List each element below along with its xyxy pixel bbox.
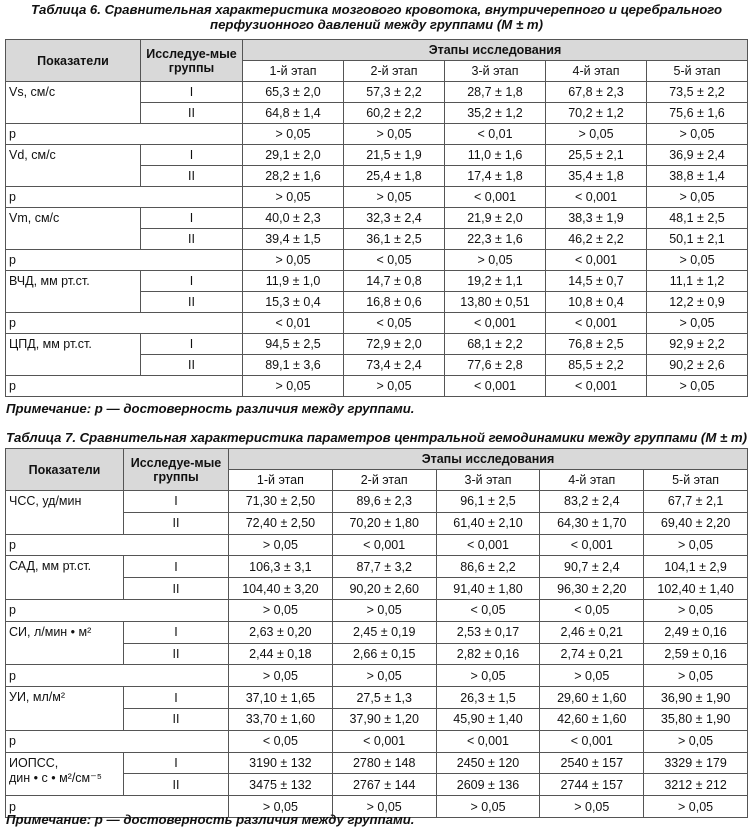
group-label: I	[124, 491, 229, 513]
value-cell: 19,2 ± 1,1	[445, 271, 546, 292]
value-cell: 2,66 ± 0,15	[332, 643, 436, 665]
table-row	[6, 687, 748, 709]
value-cell: 2,53 ± 0,17	[436, 621, 540, 643]
value-cell: 15,3 ± 0,4	[243, 292, 344, 313]
value-cell: 14,5 ± 0,7	[546, 271, 647, 292]
indicator-label	[6, 145, 141, 187]
p-label: p	[6, 534, 229, 556]
value-cell: > 0,05	[243, 124, 344, 145]
table-row	[6, 376, 748, 397]
value-cell: 25,5 ± 2,1	[546, 145, 647, 166]
value-cell: 67,7 ± 2,1	[644, 491, 748, 513]
indicator-label-text: САД, мм рт.ст.	[9, 559, 92, 574]
value-cell: < 0,05	[344, 313, 445, 334]
indicator-label-text: ЧСС, уд/мин	[9, 494, 82, 508]
indicator-label-units: дин • с • м²/см⁻⁵	[9, 770, 102, 785]
table6-title: Таблица 6. Сравнительная характеристика мозгового кровотока, внутричерепного и церебрального перфузионного давлений между группами (M ± m)	[30, 2, 723, 32]
value-cell: 36,1 ± 2,5	[344, 229, 445, 250]
stage-4: 4-й этап	[546, 61, 647, 82]
header-group: Исследуе-мые группы	[141, 40, 243, 82]
value-cell: 85,5 ± 2,2	[546, 355, 647, 376]
value-cell: 73,5 ± 2,2	[647, 82, 748, 103]
value-cell: 2,45 ± 0,19	[332, 621, 436, 643]
value-cell: 64,8 ± 1,4	[243, 103, 344, 124]
value-cell: 65,3 ± 2,0	[243, 82, 344, 103]
value-cell: < 0,001	[445, 376, 546, 397]
table-row	[6, 752, 748, 774]
value-cell: 2450 ± 120	[436, 752, 540, 774]
value-cell: 50,1 ± 2,1	[647, 229, 748, 250]
value-cell: 17,4 ± 1,8	[445, 166, 546, 187]
group-label: II	[124, 512, 229, 534]
value-cell: > 0,05	[243, 250, 344, 271]
table7-note: Примечание: p — достоверность различия между группами.	[6, 812, 415, 827]
value-cell: 90,20 ± 2,60	[332, 578, 436, 600]
p-label: p	[6, 313, 243, 334]
value-cell: 76,8 ± 2,5	[546, 334, 647, 355]
indicator-label	[6, 621, 124, 665]
table-row	[6, 145, 748, 166]
value-cell: 60,2 ± 2,2	[344, 103, 445, 124]
value-cell: < 0,001	[332, 534, 436, 556]
value-cell: > 0,05	[229, 665, 333, 687]
value-cell: > 0,05	[332, 665, 436, 687]
value-cell: > 0,05	[647, 250, 748, 271]
table-row	[6, 621, 748, 643]
value-cell: 2609 ± 136	[436, 774, 540, 796]
value-cell: 96,1 ± 2,5	[436, 491, 540, 513]
stage-5: 5-й этап	[647, 61, 748, 82]
value-cell: 28,2 ± 1,6	[243, 166, 344, 187]
value-cell: 39,4 ± 1,5	[243, 229, 344, 250]
p-label: p	[6, 599, 229, 621]
value-cell: > 0,05	[344, 376, 445, 397]
p-label: p	[6, 250, 243, 271]
value-cell: 2,46 ± 0,21	[540, 621, 644, 643]
value-cell: 35,80 ± 1,90	[644, 708, 748, 730]
stage-1: 1-й этап	[243, 61, 344, 82]
indicator-label-text: ЦПД, мм рт.ст.	[9, 337, 92, 351]
value-cell: 33,70 ± 1,60	[229, 708, 333, 730]
group-label: I	[141, 208, 243, 229]
value-cell: 37,90 ± 1,20	[332, 708, 436, 730]
indicator-label	[6, 687, 124, 731]
table-row	[6, 187, 748, 208]
value-cell: 87,7 ± 3,2	[332, 556, 436, 578]
value-cell: 70,20 ± 1,80	[332, 512, 436, 534]
p-label: p	[6, 187, 243, 208]
table6-note: Примечание: p — достоверность различия между группами.	[6, 401, 415, 416]
value-cell: 90,2 ± 2,6	[647, 355, 748, 376]
value-cell: 69,40 ± 2,20	[644, 512, 748, 534]
value-cell: > 0,05	[644, 599, 748, 621]
value-cell: 32,3 ± 2,4	[344, 208, 445, 229]
value-cell: < 0,05	[540, 599, 644, 621]
value-cell: > 0,05	[644, 665, 748, 687]
indicator-label	[6, 208, 141, 250]
group-label: I	[141, 271, 243, 292]
value-cell: 35,4 ± 1,8	[546, 166, 647, 187]
value-cell: > 0,05	[332, 796, 436, 818]
value-cell: 75,6 ± 1,6	[647, 103, 748, 124]
value-cell: 3212 ± 212	[644, 774, 748, 796]
p-label: p	[6, 665, 229, 687]
value-cell: 36,9 ± 2,4	[647, 145, 748, 166]
value-cell: 14,7 ± 0,8	[344, 271, 445, 292]
indicator-label-text: Vs, см/с	[9, 85, 56, 99]
value-cell: 42,60 ± 1,60	[540, 708, 644, 730]
value-cell: < 0,001	[546, 250, 647, 271]
indicator-label	[6, 752, 124, 796]
value-cell: > 0,05	[229, 534, 333, 556]
value-cell: < 0,001	[445, 313, 546, 334]
group-label: II	[141, 229, 243, 250]
value-cell: < 0,001	[546, 313, 647, 334]
value-cell: 2,49 ± 0,16	[644, 621, 748, 643]
indicator-label-text: СИ, л/мин • м²	[9, 624, 92, 639]
value-cell: > 0,05	[647, 124, 748, 145]
value-cell: 10,8 ± 0,4	[546, 292, 647, 313]
indicator-label	[6, 334, 141, 376]
stage-3: 3-й этап	[445, 61, 546, 82]
value-cell: 70,2 ± 1,2	[546, 103, 647, 124]
header-indicator: Показатели	[6, 40, 141, 82]
value-cell: 83,2 ± 2,4	[540, 491, 644, 513]
stage-4: 4-й этап	[540, 470, 644, 491]
value-cell: > 0,05	[344, 187, 445, 208]
indicator-label	[6, 271, 141, 313]
value-cell: 29,1 ± 2,0	[243, 145, 344, 166]
value-cell: 25,4 ± 1,8	[344, 166, 445, 187]
stage-2: 2-й этап	[332, 470, 436, 491]
indicator-label-text: ИОПСС,	[9, 755, 59, 770]
value-cell: 22,3 ± 1,6	[445, 229, 546, 250]
value-cell: 57,3 ± 2,2	[344, 82, 445, 103]
group-label: II	[141, 355, 243, 376]
group-label: I	[124, 752, 229, 774]
value-cell: > 0,05	[332, 599, 436, 621]
value-cell: 11,9 ± 1,0	[243, 271, 344, 292]
table7-title: Таблица 7. Сравнительная характеристика параметров центральной гемодинамики между группами (M ± m)	[6, 430, 747, 445]
value-cell: > 0,05	[229, 796, 333, 818]
value-cell: 2,59 ± 0,16	[644, 643, 748, 665]
group-label: II	[141, 103, 243, 124]
stage-3: 3-й этап	[436, 470, 540, 491]
value-cell: 89,1 ± 3,6	[243, 355, 344, 376]
group-label: II	[141, 166, 243, 187]
value-cell: > 0,05	[644, 534, 748, 556]
value-cell: < 0,001	[445, 187, 546, 208]
value-cell: < 0,001	[436, 730, 540, 752]
value-cell: > 0,05	[540, 665, 644, 687]
value-cell: > 0,05	[445, 250, 546, 271]
value-cell: > 0,05	[647, 313, 748, 334]
value-cell: 73,4 ± 2,4	[344, 355, 445, 376]
table-row	[6, 599, 748, 621]
value-cell: 2,63 ± 0,20	[229, 621, 333, 643]
value-cell: 12,2 ± 0,9	[647, 292, 748, 313]
header-stages: Этапы исследования	[229, 449, 748, 470]
header-group: Исследуе-мые группы	[124, 449, 229, 491]
table-row	[6, 82, 748, 103]
value-cell: < 0,01	[445, 124, 546, 145]
value-cell: 29,60 ± 1,60	[540, 687, 644, 709]
p-label: p	[6, 124, 243, 145]
value-cell: < 0,001	[436, 534, 540, 556]
group-label: I	[124, 621, 229, 643]
value-cell: 3190 ± 132	[229, 752, 333, 774]
value-cell: < 0,001	[546, 187, 647, 208]
group-label: I	[141, 334, 243, 355]
value-cell: < 0,05	[436, 599, 540, 621]
value-cell: 72,40 ± 2,50	[229, 512, 333, 534]
value-cell: 2,82 ± 0,16	[436, 643, 540, 665]
value-cell: > 0,05	[243, 187, 344, 208]
group-label: I	[141, 82, 243, 103]
table7	[5, 448, 748, 818]
group-label: II	[124, 643, 229, 665]
value-cell: 92,9 ± 2,2	[647, 334, 748, 355]
value-cell: 16,8 ± 0,6	[344, 292, 445, 313]
group-label: I	[124, 687, 229, 709]
value-cell: 90,7 ± 2,4	[540, 556, 644, 578]
value-cell: 89,6 ± 2,3	[332, 491, 436, 513]
table-row	[6, 665, 748, 687]
indicator-label-text: УИ, мл/м²	[9, 690, 65, 705]
header-indicator: Показатели	[6, 449, 124, 491]
p-label: p	[6, 796, 229, 818]
value-cell: 2767 ± 144	[332, 774, 436, 796]
value-cell: < 0,001	[332, 730, 436, 752]
value-cell: < 0,001	[540, 730, 644, 752]
stage-2: 2-й этап	[344, 61, 445, 82]
value-cell: 21,9 ± 2,0	[445, 208, 546, 229]
value-cell: > 0,05	[243, 376, 344, 397]
value-cell: > 0,05	[644, 730, 748, 752]
table-row	[6, 556, 748, 578]
group-label: II	[141, 292, 243, 313]
value-cell: 91,40 ± 1,80	[436, 578, 540, 600]
value-cell: > 0,05	[647, 187, 748, 208]
indicator-label-text: Vm, см/с	[9, 211, 60, 225]
value-cell: 35,2 ± 1,2	[445, 103, 546, 124]
table-row	[6, 334, 748, 355]
value-cell: 2,74 ± 0,21	[540, 643, 644, 665]
value-cell: 104,1 ± 2,9	[644, 556, 748, 578]
value-cell: 106,3 ± 3,1	[229, 556, 333, 578]
table-row	[6, 730, 748, 752]
value-cell: < 0,05	[344, 250, 445, 271]
indicator-label-text: Vd, см/с	[9, 148, 56, 162]
stage-1: 1-й этап	[229, 470, 333, 491]
indicator-label	[6, 556, 124, 600]
value-cell: > 0,05	[647, 376, 748, 397]
value-cell: 28,7 ± 1,8	[445, 82, 546, 103]
value-cell: 2540 ± 157	[540, 752, 644, 774]
value-cell: 72,9 ± 2,0	[344, 334, 445, 355]
value-cell: 40,0 ± 2,3	[243, 208, 344, 229]
table-row	[6, 313, 748, 334]
value-cell: < 0,01	[243, 313, 344, 334]
value-cell: 11,0 ± 1,6	[445, 145, 546, 166]
value-cell: 61,40 ± 2,10	[436, 512, 540, 534]
value-cell: 37,10 ± 1,65	[229, 687, 333, 709]
indicator-label	[6, 491, 124, 535]
value-cell: > 0,05	[436, 796, 540, 818]
value-cell: 38,3 ± 1,9	[546, 208, 647, 229]
indicator-label-text: ВЧД, мм рт.ст.	[9, 274, 90, 288]
value-cell: < 0,05	[229, 730, 333, 752]
table-row	[6, 208, 748, 229]
value-cell: 3475 ± 132	[229, 774, 333, 796]
value-cell: > 0,05	[229, 599, 333, 621]
table6	[5, 39, 748, 397]
value-cell: 2,44 ± 0,18	[229, 643, 333, 665]
value-cell: < 0,001	[546, 376, 647, 397]
table-row	[6, 250, 748, 271]
value-cell: 96,30 ± 2,20	[540, 578, 644, 600]
value-cell: 27,5 ± 1,3	[332, 687, 436, 709]
value-cell: 38,8 ± 1,4	[647, 166, 748, 187]
value-cell: 26,3 ± 1,5	[436, 687, 540, 709]
value-cell: 36,90 ± 1,90	[644, 687, 748, 709]
header-stages: Этапы исследования	[243, 40, 748, 61]
value-cell: 45,90 ± 1,40	[436, 708, 540, 730]
table-row	[6, 491, 748, 513]
value-cell: > 0,05	[344, 124, 445, 145]
table-row	[6, 534, 748, 556]
value-cell: > 0,05	[540, 796, 644, 818]
value-cell: 21,5 ± 1,9	[344, 145, 445, 166]
value-cell: 3329 ± 179	[644, 752, 748, 774]
group-label: II	[124, 708, 229, 730]
value-cell: 48,1 ± 2,5	[647, 208, 748, 229]
table-row	[6, 271, 748, 292]
group-label: I	[141, 145, 243, 166]
value-cell: 86,6 ± 2,2	[436, 556, 540, 578]
group-label: II	[124, 774, 229, 796]
p-label: p	[6, 376, 243, 397]
value-cell: < 0,001	[540, 534, 644, 556]
table-row	[6, 124, 748, 145]
value-cell: 102,40 ± 1,40	[644, 578, 748, 600]
value-cell: 46,2 ± 2,2	[546, 229, 647, 250]
stage-5: 5-й этап	[644, 470, 748, 491]
value-cell: 77,6 ± 2,8	[445, 355, 546, 376]
value-cell: 64,30 ± 1,70	[540, 512, 644, 534]
indicator-label	[6, 82, 141, 124]
value-cell: 67,8 ± 2,3	[546, 82, 647, 103]
group-label: I	[124, 556, 229, 578]
value-cell: 104,40 ± 3,20	[229, 578, 333, 600]
value-cell: 13,80 ± 0,51	[445, 292, 546, 313]
value-cell: 11,1 ± 1,2	[647, 271, 748, 292]
value-cell: 2744 ± 157	[540, 774, 644, 796]
value-cell: 68,1 ± 2,2	[445, 334, 546, 355]
value-cell: 94,5 ± 2,5	[243, 334, 344, 355]
p-label: p	[6, 730, 229, 752]
value-cell: > 0,05	[546, 124, 647, 145]
value-cell: 2780 ± 148	[332, 752, 436, 774]
value-cell: > 0,05	[436, 665, 540, 687]
value-cell: > 0,05	[644, 796, 748, 818]
group-label: II	[124, 578, 229, 600]
value-cell: 71,30 ± 2,50	[229, 491, 333, 513]
